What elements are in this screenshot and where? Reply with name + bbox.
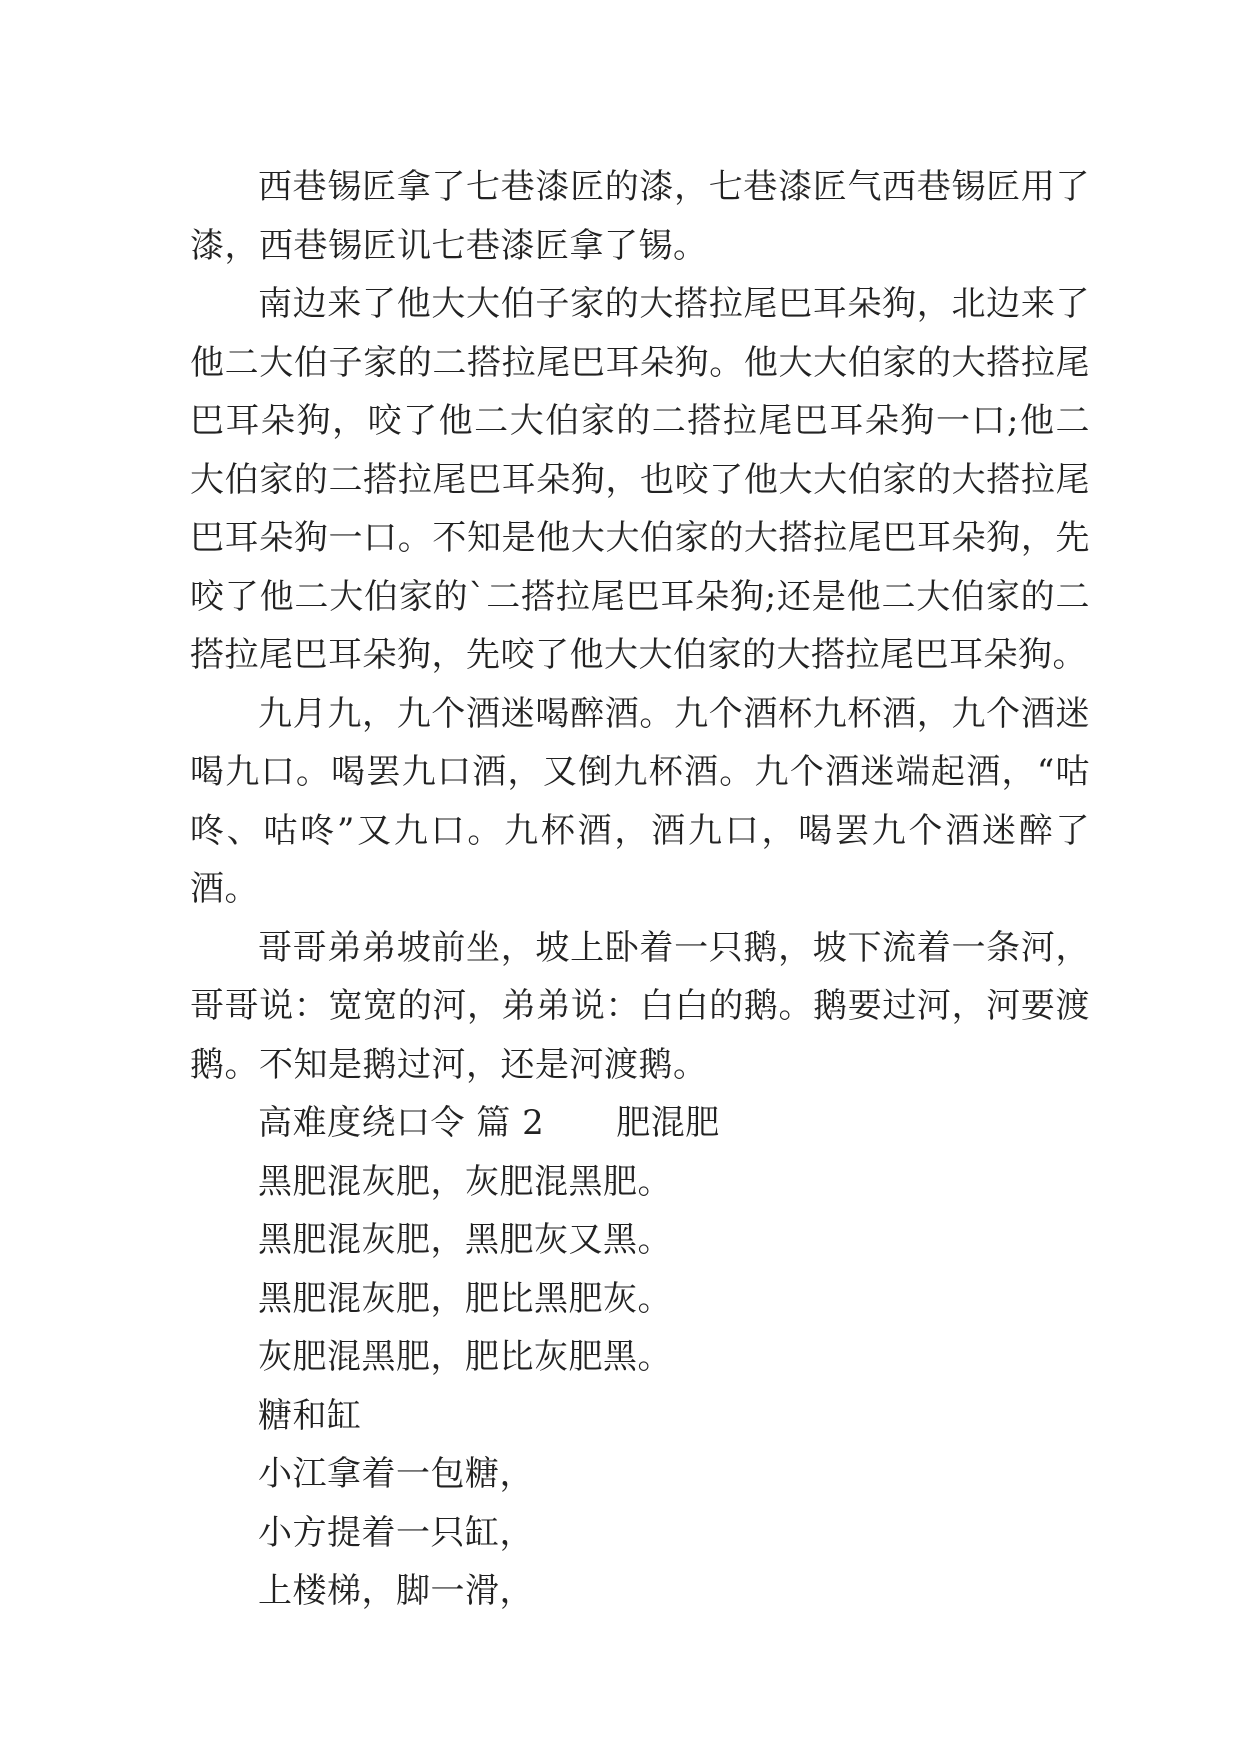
poem-line: 黑肥混灰肥，肥比黑肥灰。 — [258, 1278, 672, 1319]
document-body — [190, 158, 1090, 1621]
poem-line: 小方提着一只缸， — [258, 1512, 534, 1553]
poem-line: 黑肥混灰肥，灰肥混黑肥。 — [258, 1161, 672, 1202]
section-label: 高难度绕口令 篇 2 — [258, 1103, 545, 1143]
poem-line: 灰肥混黑肥，肥比灰肥黑。 — [258, 1337, 672, 1377]
section-heading — [190, 1094, 1090, 1153]
poem-line: 黑肥混灰肥，黑肥灰又黑。 — [258, 1220, 672, 1260]
poem-title: 糖和缸 — [258, 1395, 362, 1436]
paragraph-goose-river: 哥哥弟弟坡前坐，坡上卧着一只鹅，坡下流着一条河，哥哥说：宽宽的河，弟弟说：白白的鹅。鹅要过河，河要渡鹅。不知是鹅过河，还是河渡鹅。 — [190, 927, 1090, 1085]
poem-line: 上楼梯，脚一滑， — [258, 1571, 534, 1611]
section-title: 肥混肥 — [616, 1103, 720, 1143]
paragraph-dogs: 南边来了他大大伯子家的大搭拉尾巴耳朵狗，北边来了他二大伯子家的二搭拉尾巴耳朵狗。他大大伯家的大搭拉尾巴耳朵狗，咬了他二大伯家的二搭拉尾巴耳朵狗一口;他二大伯家的二搭拉尾巴耳朵狗，也咬了他大大伯家的大搭拉尾巴耳朵狗一口。不知是他大大伯家的大搭拉尾巴耳朵狗，先咬了他二大伯家的`二搭拉尾巴耳朵狗;还是他二大伯家的二搭拉尾巴耳朵狗，先咬了他大大伯家的大搭拉尾巴耳朵狗。 — [190, 284, 1091, 675]
paragraph-tin-lacquer: 西巷锡匠拿了七巷漆匠的漆，七巷漆匠气西巷锡匠用了漆，西巷锡匠讥七巷漆匠拿了锡。 — [190, 167, 1090, 266]
paragraph-wine: 九月九，九个酒迷喝醉酒。九个酒杯九杯酒，九个酒迷喝九口。喝罢九口酒，又倒九杯酒。九个酒迷端起酒，“咕咚、咕咚”又九口。九杯酒，酒九口，喝罢九个酒迷醉了酒。 — [190, 693, 1090, 909]
poem-line: 小江拿着一包糖， — [258, 1454, 534, 1494]
